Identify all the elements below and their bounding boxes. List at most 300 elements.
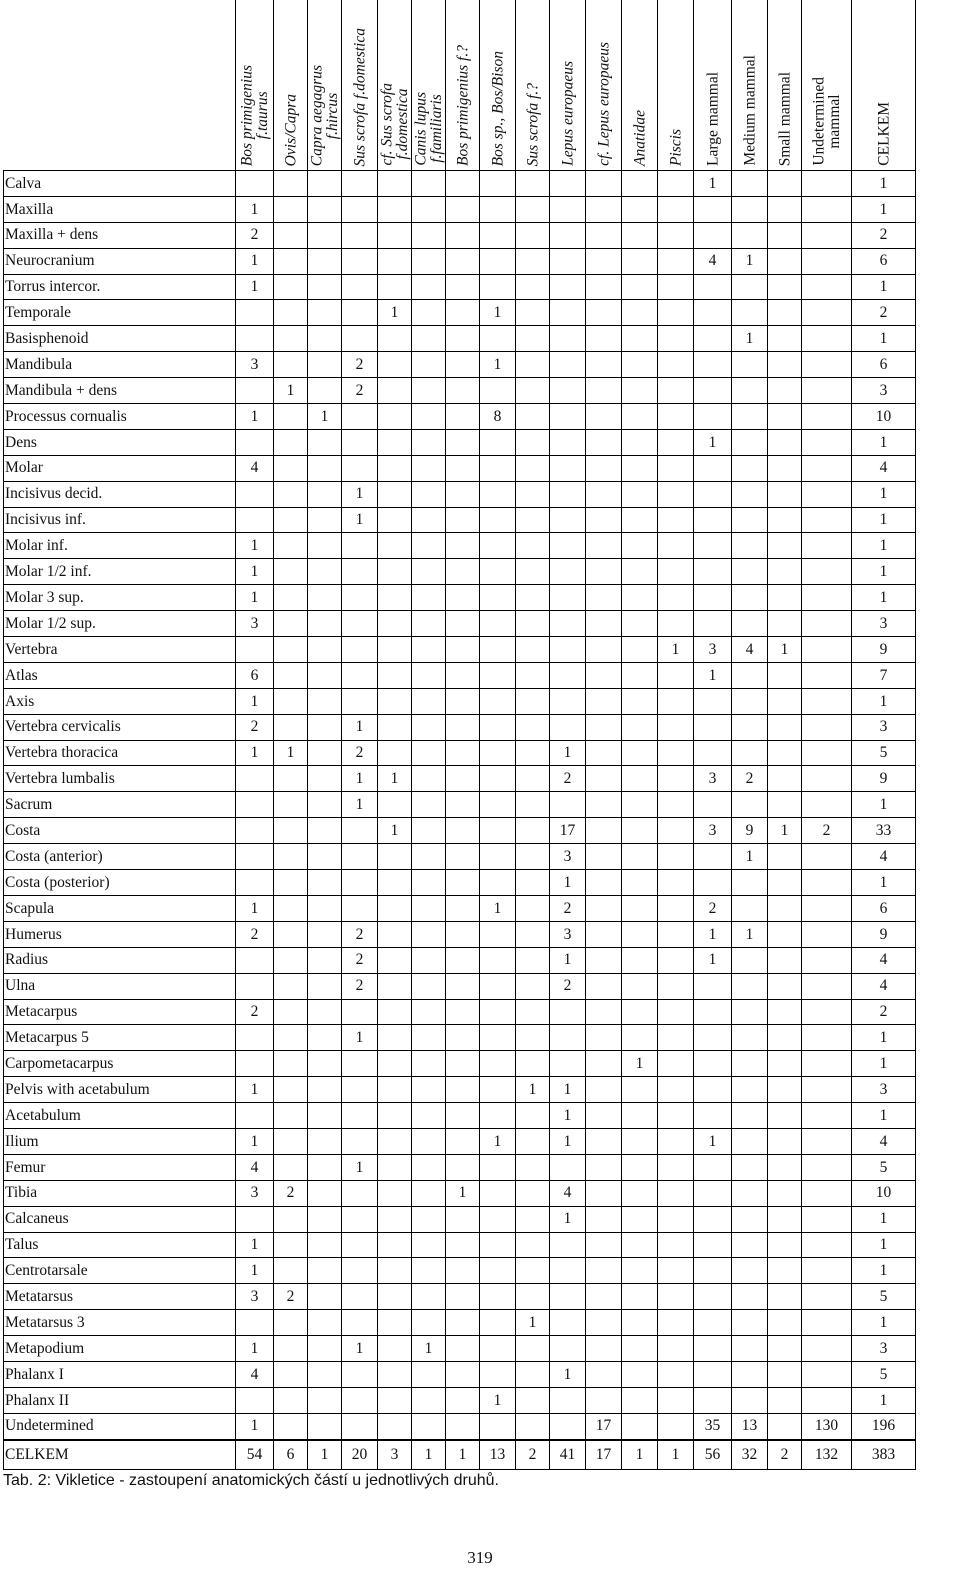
column-header <box>550 0 586 171</box>
table-cell <box>308 300 342 326</box>
table-cell <box>274 1413 308 1439</box>
table-cell <box>586 1077 622 1103</box>
table-cell <box>516 688 550 714</box>
table-cell: 1 <box>236 740 274 766</box>
table-cell <box>412 507 446 533</box>
table-cell <box>586 507 622 533</box>
table-cell <box>342 895 378 921</box>
table-cell <box>342 1206 378 1232</box>
table-cell <box>802 378 852 404</box>
table-row <box>4 248 916 274</box>
table-cell <box>342 196 378 222</box>
table-cell <box>768 352 802 378</box>
table-cell <box>446 481 480 507</box>
table-cell <box>308 455 342 481</box>
table-cell <box>732 947 768 973</box>
table-cell: 1 <box>658 1440 694 1470</box>
table-cell <box>768 1284 802 1310</box>
table-cell <box>550 611 586 637</box>
table-cell <box>274 662 308 688</box>
table-cell <box>802 1206 852 1232</box>
row-label: Molar 1/2 sup. <box>4 611 236 637</box>
table-cell <box>586 274 622 300</box>
table-cell <box>480 688 516 714</box>
table-cell <box>378 326 412 352</box>
table-cell <box>622 1206 658 1232</box>
table-cell: 1 <box>732 326 768 352</box>
table-cell <box>446 870 480 896</box>
table-cell <box>694 792 732 818</box>
table-cell <box>446 326 480 352</box>
table-cell <box>586 688 622 714</box>
table-cell <box>412 300 446 326</box>
table-cell <box>586 947 622 973</box>
table-cell: 3 <box>852 1077 916 1103</box>
table-cell <box>342 1258 378 1284</box>
table-cell <box>274 222 308 248</box>
table-cell <box>802 611 852 637</box>
table-cell <box>378 1284 412 1310</box>
table-cell <box>480 1284 516 1310</box>
table-cell <box>480 326 516 352</box>
table-cell: 2 <box>852 999 916 1025</box>
table-cell <box>802 559 852 585</box>
table-cell <box>342 1310 378 1336</box>
table-cell <box>694 1284 732 1310</box>
table-cell <box>586 1180 622 1206</box>
table-cell <box>274 196 308 222</box>
table-cell <box>768 404 802 430</box>
table-row <box>4 1413 916 1439</box>
table-cell <box>412 585 446 611</box>
table-cell <box>622 171 658 197</box>
table-cell <box>446 429 480 455</box>
table-cell <box>480 196 516 222</box>
row-label: Incisivus inf. <box>4 507 236 533</box>
table-cell <box>308 1077 342 1103</box>
table-cell: 3 <box>236 611 274 637</box>
table-cell: 1 <box>378 818 412 844</box>
table-cell <box>622 585 658 611</box>
table-cell <box>550 714 586 740</box>
table-cell <box>446 378 480 404</box>
table-cell: 3 <box>236 1180 274 1206</box>
table-cell <box>308 999 342 1025</box>
table-cell <box>308 222 342 248</box>
total-row <box>4 1440 916 1470</box>
table-cell <box>586 921 622 947</box>
row-label: Molar inf. <box>4 533 236 559</box>
table-cell <box>274 947 308 973</box>
table-cell <box>308 1284 342 1310</box>
table-cell <box>236 326 274 352</box>
table-cell <box>308 559 342 585</box>
row-label: Costa (posterior) <box>4 870 236 896</box>
table-row <box>4 1051 916 1077</box>
column-header <box>622 0 658 171</box>
table-cell <box>768 1413 802 1439</box>
table-cell <box>480 1206 516 1232</box>
table-cell <box>516 973 550 999</box>
table-cell <box>732 585 768 611</box>
table-cell <box>622 688 658 714</box>
table-cell: 1 <box>342 1336 378 1362</box>
table-cell <box>586 895 622 921</box>
table-cell <box>480 1077 516 1103</box>
table-cell: 1 <box>550 870 586 896</box>
table-cell <box>446 196 480 222</box>
table-cell <box>480 585 516 611</box>
table-cell <box>802 870 852 896</box>
table-cell <box>802 507 852 533</box>
row-label: Talus <box>4 1232 236 1258</box>
table-cell <box>516 378 550 404</box>
table-cell <box>236 300 274 326</box>
table-row <box>4 844 916 870</box>
table-cell <box>586 1361 622 1387</box>
table-cell <box>802 766 852 792</box>
table-cell <box>274 1258 308 1284</box>
table-cell <box>378 870 412 896</box>
table-cell <box>622 481 658 507</box>
table-cell <box>516 1413 550 1439</box>
table-cell: 9 <box>732 818 768 844</box>
table-cell <box>694 300 732 326</box>
table-cell <box>658 999 694 1025</box>
table-row <box>4 818 916 844</box>
table-cell <box>516 196 550 222</box>
table-cell <box>586 404 622 430</box>
table-cell <box>768 792 802 818</box>
table-cell <box>586 481 622 507</box>
table-cell <box>446 1154 480 1180</box>
table-cell <box>768 973 802 999</box>
table-cell <box>658 870 694 896</box>
table-cell <box>412 1180 446 1206</box>
table-cell <box>550 429 586 455</box>
table-row <box>4 947 916 973</box>
table-cell <box>342 1128 378 1154</box>
table-cell: 4 <box>694 248 732 274</box>
table-cell <box>802 300 852 326</box>
column-header <box>480 0 516 171</box>
table-cell <box>694 274 732 300</box>
table-cell <box>378 1387 412 1413</box>
table-cell <box>586 1051 622 1077</box>
page-number: 319 <box>467 1548 493 1567</box>
column-header-line: Capra aegagrus <box>308 64 325 166</box>
table-cell <box>516 999 550 1025</box>
table-cell: 10 <box>852 404 916 430</box>
table-cell: 4 <box>852 947 916 973</box>
table-cell <box>516 792 550 818</box>
table-cell <box>308 1154 342 1180</box>
table-cell <box>586 1336 622 1362</box>
table-cell <box>274 481 308 507</box>
table-cell <box>516 818 550 844</box>
table-cell <box>236 947 274 973</box>
table-cell <box>480 378 516 404</box>
table-cell <box>622 300 658 326</box>
table-cell: 2 <box>236 714 274 740</box>
table-cell <box>342 222 378 248</box>
table-cell: 1 <box>852 326 916 352</box>
table-cell: 6 <box>274 1440 308 1470</box>
table-cell <box>622 1103 658 1129</box>
table-cell <box>236 766 274 792</box>
table-cell <box>658 766 694 792</box>
table-cell <box>586 533 622 559</box>
table-cell <box>586 662 622 688</box>
table-cell <box>378 740 412 766</box>
table-cell <box>768 1258 802 1284</box>
table-cell <box>412 1361 446 1387</box>
table-cell <box>274 507 308 533</box>
table-cell <box>732 404 768 430</box>
table-cell <box>378 248 412 274</box>
row-label: Mandibula <box>4 352 236 378</box>
table-cell <box>516 766 550 792</box>
table-cell <box>308 326 342 352</box>
table-cell <box>802 1387 852 1413</box>
table-cell <box>446 352 480 378</box>
table-cell <box>480 1336 516 1362</box>
table-cell <box>342 1413 378 1439</box>
table-cell <box>236 844 274 870</box>
table-cell <box>586 1232 622 1258</box>
table-cell <box>308 688 342 714</box>
column-header-line: cf. Lepus europaeus <box>594 42 612 166</box>
table-cell <box>412 378 446 404</box>
table-row <box>4 378 916 404</box>
table-cell <box>446 507 480 533</box>
table-cell: 1 <box>732 844 768 870</box>
table-cell <box>768 429 802 455</box>
table-cell <box>658 1128 694 1154</box>
table-cell <box>480 818 516 844</box>
table-cell <box>768 1361 802 1387</box>
table-cell <box>768 196 802 222</box>
table-cell <box>802 1336 852 1362</box>
table-cell <box>768 559 802 585</box>
table-cell <box>274 1206 308 1232</box>
table-cell: 1 <box>342 714 378 740</box>
table-cell <box>516 1051 550 1077</box>
table-cell <box>308 378 342 404</box>
table-cell <box>622 870 658 896</box>
table-cell <box>516 1258 550 1284</box>
row-label: CELKEM <box>4 1440 236 1470</box>
table-cell <box>732 1310 768 1336</box>
table-cell <box>274 326 308 352</box>
row-label: Maxilla + dens <box>4 222 236 248</box>
table-cell <box>342 662 378 688</box>
table-cell <box>480 1154 516 1180</box>
table-cell <box>308 1232 342 1258</box>
table-cell: 1 <box>236 688 274 714</box>
table-cell <box>480 248 516 274</box>
table-cell <box>586 171 622 197</box>
column-header <box>378 0 412 171</box>
table-cell <box>694 1232 732 1258</box>
table-cell <box>802 1310 852 1336</box>
table-cell <box>586 559 622 585</box>
row-label: Vertebra <box>4 637 236 663</box>
column-header <box>446 0 480 171</box>
table-cell <box>378 895 412 921</box>
table-cell <box>342 611 378 637</box>
table-cell <box>274 559 308 585</box>
table-cell <box>586 429 622 455</box>
table-cell <box>274 1051 308 1077</box>
table-cell <box>516 1154 550 1180</box>
table-cell: 5 <box>852 1284 916 1310</box>
table-cell: 1 <box>694 947 732 973</box>
table-cell <box>412 999 446 1025</box>
row-label: Sacrum <box>4 792 236 818</box>
table-cell <box>480 559 516 585</box>
table-cell <box>308 662 342 688</box>
table-cell: 1 <box>852 585 916 611</box>
table-cell: 2 <box>802 818 852 844</box>
table-cell <box>768 1077 802 1103</box>
table-cell <box>732 171 768 197</box>
table-cell: 41 <box>550 1440 586 1470</box>
table-cell <box>274 1077 308 1103</box>
table-cell: 35 <box>694 1413 732 1439</box>
table-cell <box>412 171 446 197</box>
table-cell <box>622 999 658 1025</box>
table-row <box>4 792 916 818</box>
table-cell <box>480 1258 516 1284</box>
table-cell <box>658 688 694 714</box>
table-cell <box>586 300 622 326</box>
table-cell <box>308 921 342 947</box>
table-cell <box>378 196 412 222</box>
table-cell <box>802 947 852 973</box>
column-header-line: Piscis <box>666 128 684 166</box>
table-cell <box>480 844 516 870</box>
table-cell <box>342 171 378 197</box>
table-cell <box>694 1336 732 1362</box>
table-cell <box>308 171 342 197</box>
table-cell: 1 <box>236 1336 274 1362</box>
row-label: Axis <box>4 688 236 714</box>
table-cell <box>274 895 308 921</box>
table-cell: 1 <box>694 921 732 947</box>
table-cell: 3 <box>236 1284 274 1310</box>
table-cell <box>658 844 694 870</box>
table-cell <box>342 455 378 481</box>
table-cell: 1 <box>852 507 916 533</box>
table-cell: 1 <box>550 1206 586 1232</box>
table-cell <box>550 222 586 248</box>
table-cell: 1 <box>852 274 916 300</box>
table-cell: 1 <box>236 196 274 222</box>
table-cell <box>658 740 694 766</box>
table-cell: 2 <box>852 222 916 248</box>
table-cell: 1 <box>378 300 412 326</box>
table-cell: 1 <box>342 481 378 507</box>
table-cell <box>412 714 446 740</box>
table-cell <box>622 844 658 870</box>
column-header-line: mammal <box>825 94 843 149</box>
table-cell <box>732 1361 768 1387</box>
table-cell <box>658 171 694 197</box>
table-cell <box>802 844 852 870</box>
table-cell <box>516 611 550 637</box>
table-row <box>4 637 916 663</box>
row-label: Temporale <box>4 300 236 326</box>
table-cell: 20 <box>342 1440 378 1470</box>
row-label: Vertebra cervicalis <box>4 714 236 740</box>
table-cell <box>658 404 694 430</box>
table-cell <box>768 274 802 300</box>
column-header <box>516 0 550 171</box>
table-cell <box>446 844 480 870</box>
table-cell <box>586 1103 622 1129</box>
table-cell <box>622 714 658 740</box>
table-cell <box>802 662 852 688</box>
table-cell <box>308 637 342 663</box>
column-header-line: Bos primigenius <box>238 64 255 166</box>
table-row <box>4 1310 916 1336</box>
table-cell: 1 <box>622 1440 658 1470</box>
table-cell <box>446 455 480 481</box>
table-cell <box>480 921 516 947</box>
table-cell <box>658 792 694 818</box>
table-row <box>4 766 916 792</box>
table-cell <box>516 533 550 559</box>
column-header <box>236 0 274 171</box>
table-cell <box>550 507 586 533</box>
table-cell <box>412 429 446 455</box>
table-cell <box>378 378 412 404</box>
table-cell <box>622 792 658 818</box>
table-cell <box>802 895 852 921</box>
table-cell <box>694 559 732 585</box>
table-cell: 2 <box>342 740 378 766</box>
table-cell: 1 <box>236 1258 274 1284</box>
table-cell <box>342 248 378 274</box>
table-cell <box>694 740 732 766</box>
table-cell <box>308 766 342 792</box>
table-cell <box>622 1077 658 1103</box>
table-cell <box>378 1232 412 1258</box>
table-cell <box>658 1051 694 1077</box>
table-cell <box>480 1025 516 1051</box>
column-header-line: Sus scrofa f.domestica <box>350 27 368 166</box>
table-cell: 1 <box>516 1077 550 1103</box>
table-row <box>4 714 916 740</box>
table-cell <box>378 274 412 300</box>
table-cell <box>308 274 342 300</box>
table-cell <box>550 378 586 404</box>
table-cell <box>274 429 308 455</box>
table-cell <box>694 1103 732 1129</box>
table-cell <box>550 688 586 714</box>
table-cell <box>586 1154 622 1180</box>
table-cell <box>412 1103 446 1129</box>
table-cell <box>274 973 308 999</box>
table-cell <box>802 740 852 766</box>
table-cell <box>802 274 852 300</box>
table-cell <box>802 1025 852 1051</box>
row-label: Incisivus decid. <box>4 481 236 507</box>
table-cell: 5 <box>852 740 916 766</box>
table-cell: 6 <box>852 895 916 921</box>
table-cell <box>586 1206 622 1232</box>
